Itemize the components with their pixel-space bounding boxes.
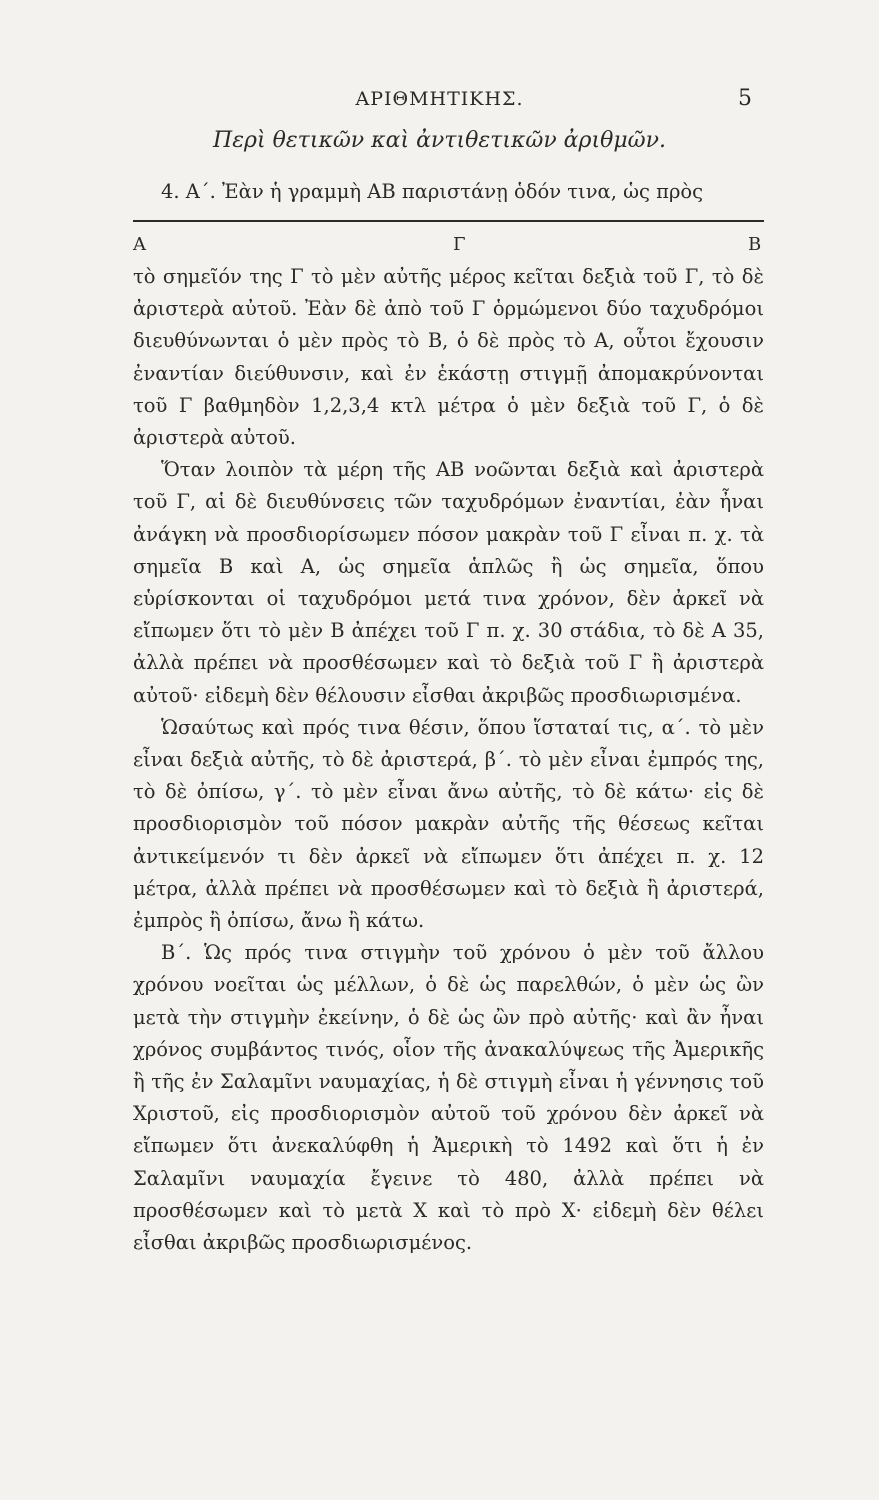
paragraph: τὸ σημεῖόν της Γ τὸ μὲν αὐτῆς μέρος κεῖται δεξιὰ τοῦ Γ, τὸ δὲ ἀριστερὰ αὐτοῦ. Ἐὰν δὲ ἀπὸ τοῦ Γ ὁρμώμενοι δύο ταχυδρόμοι διευθύνωνται ὁ μὲν πρὸς τὸ Β, ὁ δὲ πρὸς τὸ Α, οὗτοι ἔχουσιν ἐναντίαν διεύθυνσιν, καὶ ἐν ἑκάστῃ στιγμῇ ἀπομακρύνονται τοῦ Γ βαθμηδὸν 1,2,3,4 κτλ μέτρα ὁ μὲν δεξιὰ τοῦ Γ, ὁ δὲ ἀριστερὰ αὐτοῦ. (133, 265, 764, 450)
paragraph: Ὡσαύτως καὶ πρός τινα θέσιν, ὅπου ἵσταταί τις, α΄. τὸ μὲν εἶναι δεξιὰ αὐτῆς, τὸ δὲ ἀριστερά, β΄. τὸ μὲν εἶναι ἐμπρός της, τὸ δὲ ὀπίσω, γ΄. τὸ μὲν εἶναι ἄνω αὐτῆς, τὸ δὲ κάτω· εἰς δὲ προσδιορισμὸν τοῦ πόσον μακρὰν αὐτῆς τῆς θέσεως κεῖται ἀντικείμενόν τι δὲν ἀρκεῖ νὰ εἴπωμεν ὅτι ἀπέχει π. χ. 12 μέτρα, ἀλλὰ πρέπει νὰ προσθέσωμεν καὶ τὸ δεξιὰ ἢ ἀριστερά, ἐμπρὸς ἢ ὀπίσω, ἄνω ἢ κάτω. (133, 715, 764, 933)
paragraph: Ὅταν λοιπὸν τὰ μέρη τῆς ΑΒ νοῶνται δεξιὰ καὶ ἀριστερὰ τοῦ Γ, αἱ δὲ διευθύνσεις τῶν ταχυδρόμων ἐναντίαι, ἐὰν ἦναι ἀνάγκη νὰ προσδιορίσωμεν πόσον μακρὰν τοῦ Γ εἶναι π. χ. τὰ σημεῖα Β καὶ Α, ὡς σημεῖα ἁπλῶς ἢ ὡς σημεῖα, ὅπου εὑρίσκονται οἱ ταχυδρόμοι μετά τινα χρόνον, δὲν ἀρκεῖ νὰ εἴπωμεν ὅτι τὸ μὲν Β ἀπέχει τοῦ Γ π. χ. 30 στάδια, τὸ δὲ Α 35, ἀλλὰ πρέπει νὰ προσθέσωμεν καὶ τὸ δεξιὰ τοῦ Γ ἢ ἀριστερὰ αὐτοῦ· εἰδεμὴ δὲν θέλουσιν εἶσθαι ἀκριβῶς προσδιωρισμένα. (133, 458, 764, 707)
section-title: Περὶ θετικῶν καὶ ἀντιθετικῶν ἀριθμῶν. (213, 128, 666, 153)
paragraph: Β΄. Ὡς πρός τινα στιγμὴν τοῦ χρόνου ὁ μὲν τοῦ ἄλλου χρόνου νοεῖται ὡς μέλλων, ὁ δὲ ὡς παρελθών, ὁ μὲν ὡς ὢν μετὰ τὴν στιγμὴν ἐκείνην, ὁ δὲ ὡς ὢν πρὸ αὐτῆς· καὶ ἂν ἦναι χρόνος συμβάντος τινός, οἷον τῆς ἀνακαλύψεως τῆς Ἀμερικῆς ἢ τῆς ἐν Σαλαμῖνι ναυμαχίας, ἡ δὲ στιγμὴ εἶναι ἡ γέννησις τοῦ Χριστοῦ, εἰς προσδιορισμὸν αὐτοῦ τοῦ χρόνου δὲν ἀρκεῖ νὰ εἴπωμεν ὅτι ἀνεκαλύφθη ἡ Ἀμερικὴ τὸ 1492 καὶ ὅτι ἡ ἐν Σαλαμῖνι ναυμαχία ἔγεινε τὸ 480, ἀλλὰ πρέπει νὰ προσθέσωμεν καὶ τὸ μετὰ Χ καὶ τὸ πρὸ Χ· εἰδεμὴ δὲν θέλει εἶσθαι ἀκριβῶς προσδιωρισμένος. (133, 941, 764, 1255)
line-segment-diagram (133, 220, 764, 254)
intro-line: 4. Α΄. Ἐὰν ἡ γραμμὴ ΑΒ παριστάνῃ ὁδόν τινα, ὡς πρὸς (161, 180, 704, 203)
page-number: 5 (738, 86, 752, 111)
line-ab (133, 220, 764, 222)
intro-text (133, 176, 764, 208)
point-g-label: Γ (453, 234, 466, 255)
body-text (133, 261, 764, 1259)
point-b-label: Β (748, 234, 762, 255)
point-a-label: Α (133, 234, 146, 255)
running-title: ΑΡΙΘΜΗΤΙΚΗΣ. (355, 88, 524, 110)
